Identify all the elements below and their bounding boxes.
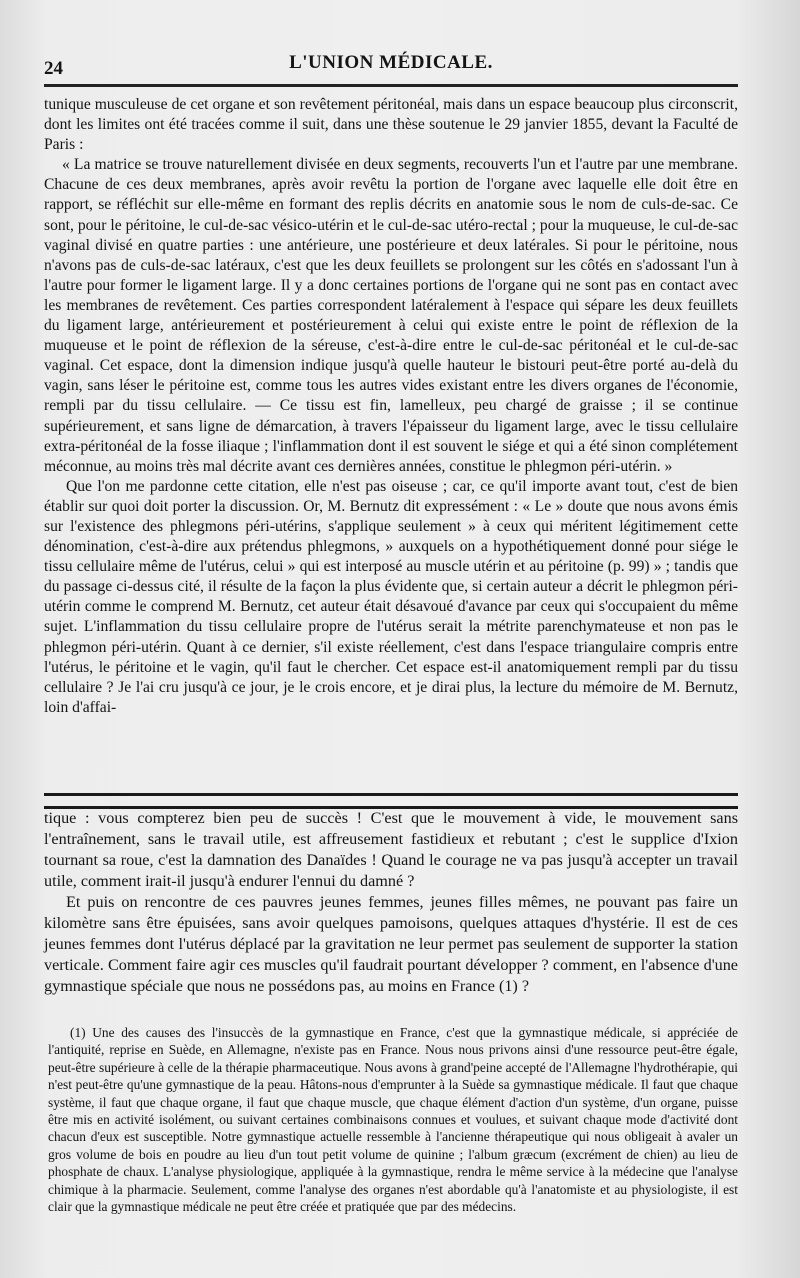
footnote — [48, 1024, 738, 1215]
page-header — [44, 48, 738, 82]
feuilleton-paragraph: Et puis on rencontre de ces pauvres jeunes femmes, jeunes filles mêmes, ne pouvant pas faire un kilomètre sans être épuisées, sans avoir quelques pamoisons, quelques attaques d'hystérie. Il est de ces jeunes femmes dont l'utérus déplacé par la gravitation ne leur permet pas seulement de supporter la station verticale. Comment faire agir ces muscles qu'il faudrait pourtant développer ? comment, en l'absence d'une gymnastique spéciale que nous ne possédons pas, au moins en France (1) ? — [44, 893, 738, 995]
footnote-text: (1) Une des causes des l'insuccès de la gymnastique en France, c'est que la gymnastique médicale, si appréciée de l'antiquité, reprise en Suède, en Allemagne, n'existe pas en France. Nous nous privons ainsi d'une ressource peut-être égale, peut-être supérieure à celle de la thérapie pharmaceutique. Nous avons à grand'peine accepté de l'Allemagne l'hydrothérapie, qui n'est peut-être qu'une gymnastique de la peau. Hâtons-nous d'emprunter à la Suède sa gymnastique médicale. Il faut que chaque système, il faut que chaque organe, il faut que chaque muscle, que chaque élément d'action d'un système, d'un organe, puisse être mis en activité isolément, ou suivant certaines combinaisons connues et voulues, et suivant chaque mode d'activité dont chacun d'eux est susceptible. Notre gymnastique actuelle ressemble à l'ancienne thérapeutique qui nous obligeait à avaler un gros volume de bois en poudre au lieu d'un tout petit volume de quinine ; l'album græcum (excrément de chien) au lieu de phosphate de chaux. L'analyse physiologique, appliquée à la gymnastique, rendra le même service à la médecine que l'analyse chimique à la pharmacie. Seulement, comme l'analyse des organes n'est abordable qu'à l'anatomiste et au physiologiste, il est clair que la gymnastique médicale ne peut être créée et pratiquée que par des médecins. — [48, 1025, 738, 1215]
page-number: 24 — [44, 58, 63, 79]
article-paragraph: Que l'on me pardonne cette citation, elle n'est pas oiseuse ; car, ce qu'il importe avant tout, c'est de bien établir sur quoi doit porter la discussion. Or, M. Bernutz dit expressément : « Le » doute que nous avons émis sur l'existence des phlegmons péri-utérins, s'applique seulement » à ceux qui méritent légitimement cette dénomination, c'est-à-dire aux prétendus phlegmons, » auxquels on a hypothétiquement donné pour siége le tissu cellulaire même de l'utérus, celui » qui est interposé au muscle utérin et au péritoine (p. 99) » ; tandis que du passage ci-dessus cité, il résulte de la façon la plus évidente que, si certain auteur a décrit le phlegmon péri-utérin comme le comprend M. Bernutz, cet auteur était désavoué d'avance par ceux qui s'occupaient du même sujet. L'inflammation du tissu cellulaire propre de l'utérus serait la métrite parenchymateuse et non pas le phlegmon péri-utérin. Quant à ce dernier, s'il existe réellement, c'est dans l'espace triangulaire compris entre l'utérus, le péritoine et le vagin, qu'il faut le chercher. Cet espace est-il anatomiquement rempli par du tissu cellulaire ? Je l'ai cru jusqu'à ce jour, je le crois encore, et je dirai plus, la lecture du mémoire de M. Bernutz, loin d'affai- — [44, 477, 738, 716]
feuilleton-paragraph: tique : vous compterez bien peu de succès ! C'est que le mouvement à vide, le mouvement sans l'entraînement, sans le travail utile, est affreusement fastidieux et rebutant ; c'est le supplice d'Ixion tournant sa roue, c'est la damnation des Danaïdes ! Quand le courage ne va pas jusqu'à accepter un travail utile, comment irait-il jusqu'à endurer l'ennui du damné ? — [44, 809, 738, 890]
feuilleton-separator — [44, 793, 738, 809]
main-article — [44, 95, 738, 718]
running-title: L'UNION MÉDICALE. — [289, 52, 493, 73]
header-rule — [44, 84, 738, 87]
article-paragraph: tunique musculeuse de cet organe et son revêtement péritonéal, mais dans un espace beaucoup plus circonscrit, dont les limites ont été tracées comme il suit, dans une thèse soutenue le 29 janvier 1855, devant la Faculté de Paris : — [44, 96, 738, 154]
feuilleton-section — [44, 808, 738, 997]
article-quotation: « La matrice se trouve naturellement divisée en deux segments, recouverts l'un et l'autre par une membrane. Chacune de ces deux membranes, après avoir revêtu la portion de l'organe avec laquelle elle doit être en rapport, se réfléchit sur elle-même en formant des replis décrits en anatomie sous le nom de culs-de-sac. Ce sont, pour le péritoine, le cul-de-sac vésico-utérin et le cul-de-sac utéro-rectal ; pour la muqueuse, le cul-de-sac vaginal divisé en quatre parties : une antérieure, une postérieure et deux latérales. Si pour le péritoine, nous n'avons pas de culs-de-sac latéraux, c'est que les deux feuillets se prolongent sur les côtés en s'adossant l'un à l'autre pour former le ligament large. Il y a donc certaines portions de l'organe qui ne sont pas en contact avec les membranes de revêtement. Ces parties correspondent latéralement à l'espace qui sépare les deux feuillets du ligament large, antérieurement et postérieurement à celui qui existe entre le point de réflexion de la muqueuse et le point de réflexion de la séreuse, c'est-à-dire entre le cul-de-sac péritonéal et le cul-de-sac vaginal. Cet espace, dont la dimension indique jusqu'à quelle hauteur le bistouri peut-être porté au-delà du vagin, sans léser le péritoine est, comme tous les autres vides existant entre les divers organes de l'économie, rempli par du tissu cellulaire. — Ce tissu est fin, lamelleux, peu chargé de graisse ; il se continue supérieurement, et sans ligne de démarcation, à travers l'épaisseur du ligament large, avec le tissu cellulaire extra-péritonéal de la fosse iliaque ; l'inflammation dont il est souvent le siége et qui a été sinon complétement méconnue, au moins très mal décrite avant ces dernières années, constitue le phlegmon péri-utérin. » — [44, 156, 738, 475]
